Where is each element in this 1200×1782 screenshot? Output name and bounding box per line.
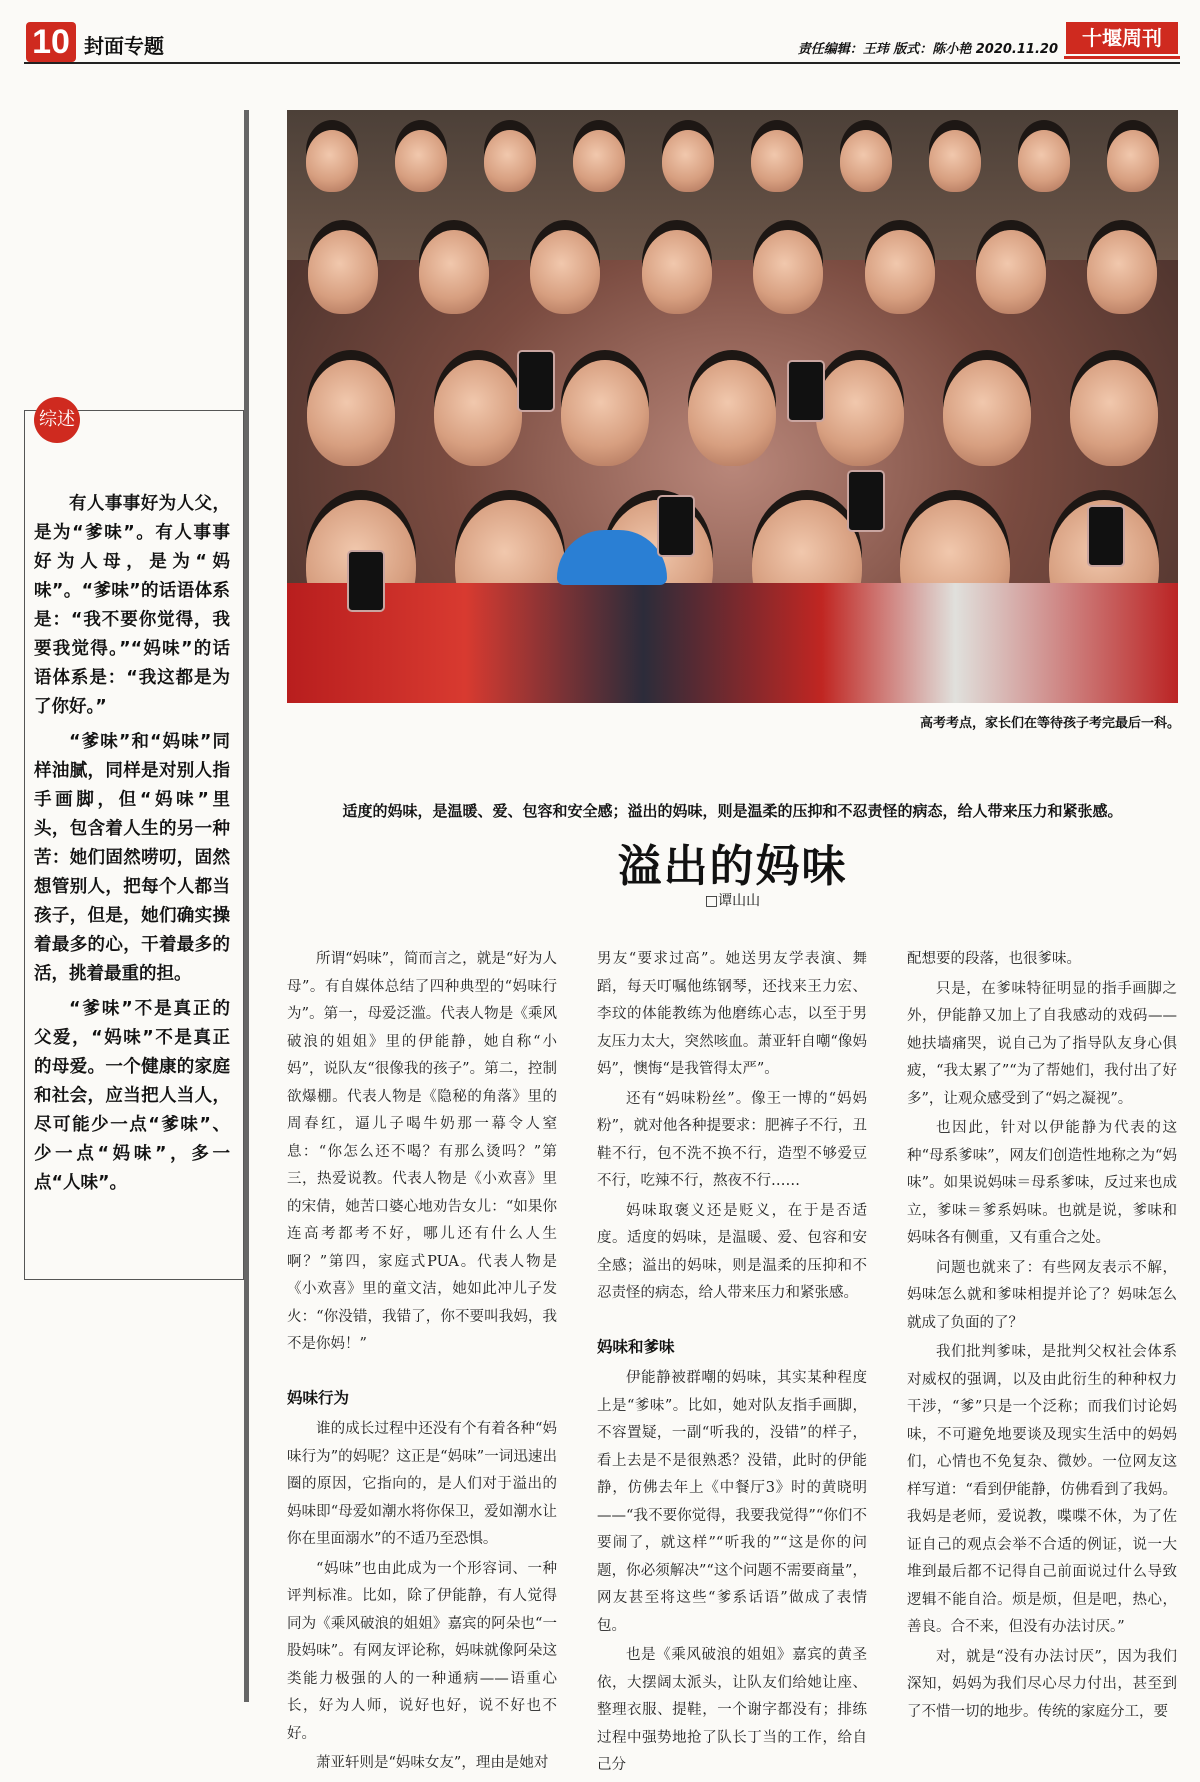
face xyxy=(306,130,358,192)
crowd-row-back xyxy=(287,130,1178,192)
summary-badge: 综述 xyxy=(34,397,80,443)
article-title: 溢出的妈味 xyxy=(617,841,848,892)
face xyxy=(816,360,904,466)
article-deck: 适度的妈味，是温暖、爱、包容和安全感；溢出的妈味，则是温柔的压抑和不忍责怪的病态，给人带来压力和紧张感。 xyxy=(342,802,1123,820)
phone-icon xyxy=(1087,505,1125,567)
article-column-3 xyxy=(907,946,1177,1728)
face xyxy=(434,360,522,466)
face xyxy=(865,230,935,314)
paragraph: 萧亚轩则是“妈味女友”，理由是她对 xyxy=(316,1755,549,1771)
face xyxy=(840,130,892,192)
photo-caption: 高考考点，家长们在等待孩子考完最后一科。 xyxy=(919,716,1180,731)
paragraph: 谁的成长过程中还没有个有着各种“妈味行为”的妈呢？这正是“妈味”一词迅速出圈的原因，它指向的，是人们对于溢出的妈味即“母爱如潮水将你保卫，爱如潮水让你在里面溺水”的不适乃至恐惧。 xyxy=(287,1421,557,1547)
crowd-row-middle xyxy=(287,230,1178,314)
editor-credits: 责任编辑：王玮 版式：陈小艳 2020.11.20 xyxy=(797,42,1058,57)
face xyxy=(642,230,712,314)
summary-paragraph: “爹味”和“妈味”同样油腻，同样是对别人指手画脚，但“妈味”里头，包含着人生的另一种苦：她们固然唠叨，固然想管别人，把每个人都当孩子，但是，她们确实操着最多的心，干着最多的活，挑着最重的担。 xyxy=(34,732,230,984)
face xyxy=(929,130,981,192)
article-column-1 xyxy=(287,946,557,1780)
face xyxy=(753,230,823,314)
paragraph: 对，就是“没有办法讨厌”，因为我们深知，妈妈为我们尽心尽力付出，甚至到了不惜一切的地步。传统的家庭分工，要 xyxy=(907,1648,1177,1720)
paragraph: 伊能静被群嘲的妈味，其实某种程度上是“爹味”。比如，她对队友指手画脚，不容置疑，一副“听我的，没错”的样子，看上去是不是很熟悉？没错，此时的伊能静，仿佛去年上《中餐厅3》时的黄晓明——“我不要你觉得，我要我觉得”“你们不要闹了，就这样”“听我的”“这是你的问题，你必须解决”“这个问题不需要商量”，网友甚至将这些“爹系话语”做成了表情包。 xyxy=(597,1370,867,1634)
face xyxy=(662,130,714,192)
face xyxy=(688,360,776,466)
section-name: 封面专题 xyxy=(84,34,164,58)
face xyxy=(751,130,803,192)
paragraph: “妈味”也由此成为一个形容词、一种评判标准。比如，除了伊能静，有人觉得同为《乘风破浪的姐姐》嘉宾的阿朵也“一股妈味”。有网友评论称，妈味就像阿朵这类能力极强的人的一种通病——语重心长，好为人师，说好也好，说不好也不好。 xyxy=(287,1560,557,1742)
crowd-photo xyxy=(287,110,1178,703)
paragraph: 配想要的段落，也很爹味。 xyxy=(907,951,1081,967)
page-number: 10 xyxy=(26,22,76,62)
paragraph: 我们批判爹味，是批判父权社会体系对威权的强调，以及由此衍生的种种权力干涉，“爹”只是一个泛称；而我们讨论妈味，不可避免地要谈及现实生活中的妈妈们，心情也不免复杂、微妙。一位网友这样写道：“看到伊能静，仿佛看到了我妈。我妈是老师，爱说教，喋喋不休，为了佐证自己的观点会举不合适的例证，说一大堆到最后都不记得自己前面说过什么导致逻辑不能自洽。烦是烦，但是吧，热心，善良。合不来，但没有办法讨厌。” xyxy=(907,1344,1177,1635)
face xyxy=(484,130,536,192)
paragraph: 也是《乘风破浪的姐姐》嘉宾的黄圣依，大摆阔太派头，让队友们给她让座、整理衣服、提鞋，一个谢字都没有；排练过程中强势地抢了队长丁当的工作，给自己分 xyxy=(597,1647,867,1773)
red-shirts xyxy=(287,583,1178,703)
phone-icon xyxy=(787,360,825,422)
summary-paragraph: “爹味”不是真正的父爱，“妈味”不是真正的母爱。一个健康的家庭和社会，应当把人当人，尽可能少一点“爹味”、少一点“妈味”，多一点“人味”。 xyxy=(34,999,230,1193)
summary-text xyxy=(34,490,230,1204)
phone-icon xyxy=(517,350,555,412)
face xyxy=(419,230,489,314)
paragraph: 只是，在爹味特征明显的指手画脚之外，伊能静又加上了自我感动的戏码——她扶墙痛哭，说自己为了指导队友身心俱疲，“我太累了”“为了帮她们，我付出了好多”，让观众感受到了“妈之凝视”。 xyxy=(907,980,1177,1107)
header-divider xyxy=(24,62,1180,64)
paragraph: 还有“妈味粉丝”。像王一博的“妈妈粉”，就对他各种提要求：肥裤子不行，丑鞋不行，包不洗不换不行，造型不够爱豆不行，吃辣不行，熬夜不行…… xyxy=(597,1090,867,1189)
summary-paragraph: 有人事事好为人父，是为“爹味”。有人事事好为人母，是为“妈味”。“爹味”的话语体系是：“我不要你觉得，我要我觉得。”“妈味”的话语体系是：“我这都是为了你好。” xyxy=(34,494,230,717)
face xyxy=(308,230,378,314)
face xyxy=(943,360,1031,466)
phone-icon xyxy=(657,495,695,557)
publication-logo: 十堰周刊 xyxy=(1066,22,1178,54)
sidebar-divider xyxy=(244,110,249,1702)
article-column-2 xyxy=(597,946,867,1782)
face xyxy=(1070,360,1158,466)
phone-icon xyxy=(847,470,885,532)
logo-underline xyxy=(1064,56,1180,59)
paragraph: 男友“要求过高”。她送男友学表演、舞蹈，每天叮嘱他练钢琴，还找来王力宏、李玟的体能教练为他磨练心志，以至于男友压力太大，突然咳血。萧亚轩自嘲“像妈妈”，懊悔“是我管得太严”。 xyxy=(597,951,867,1077)
paragraph: 所谓“妈味”，简而言之，就是“好为人母”。有自媒体总结了四种典型的“妈味行为”。第一，母爱泛滥。代表人物是《乘风破浪的姐姐》里的伊能静，她自称“小妈”，说队友“很像我的孩子”。第二，控制欲爆棚。代表人物是《隐秘的角落》里的周春红，逼儿子喝牛奶那一幕令人窒息：“你怎么还不喝？有那么烫吗？”第三，热爱说教。代表人物是《小欢喜》里的宋倩，她苦口婆心地劝告女儿：“如果你连高考都考不好，哪儿还有什么人生啊？”第四，家庭式PUA。代表人物是《小欢喜》里的童文洁，她如此冲儿子发火：“你没错，我错了，你不要叫我妈，我不是你妈！” xyxy=(287,951,557,1352)
face xyxy=(1087,230,1157,314)
face xyxy=(1018,130,1070,192)
face xyxy=(530,230,600,314)
section-heading: 妈味行为 xyxy=(287,1388,350,1407)
face xyxy=(395,130,447,192)
crowd-row-front xyxy=(287,360,1178,466)
face xyxy=(573,130,625,192)
face xyxy=(976,230,1046,314)
face xyxy=(561,360,649,466)
section-heading: 妈味和爹味 xyxy=(597,1337,675,1356)
article-byline: □谭山山 xyxy=(704,893,761,909)
phone-icon xyxy=(347,550,385,612)
paragraph: 也因此，针对以伊能静为代表的这种“母系爹味”，网友们创造性地称之为“妈味”。如果说妈味＝母系爹味，反过来也成立，爹味＝爹系妈味。也就是说，爹味和妈味各有侧重，又有重合之处。 xyxy=(907,1120,1177,1246)
paragraph: 问题也就来了：有些网友表示不解，妈味怎么就和爹味相提并论了？妈味怎么就成了负面的了？ xyxy=(907,1259,1177,1331)
face xyxy=(1107,130,1159,192)
paragraph: 妈味取褒义还是贬义，在于是否适度。适度的妈味，是温暖、爱、包容和安全感；溢出的妈味，则是温柔的压抑和不忍责怪的病态，给人带来压力和紧张感。 xyxy=(597,1202,867,1301)
face xyxy=(307,360,395,466)
